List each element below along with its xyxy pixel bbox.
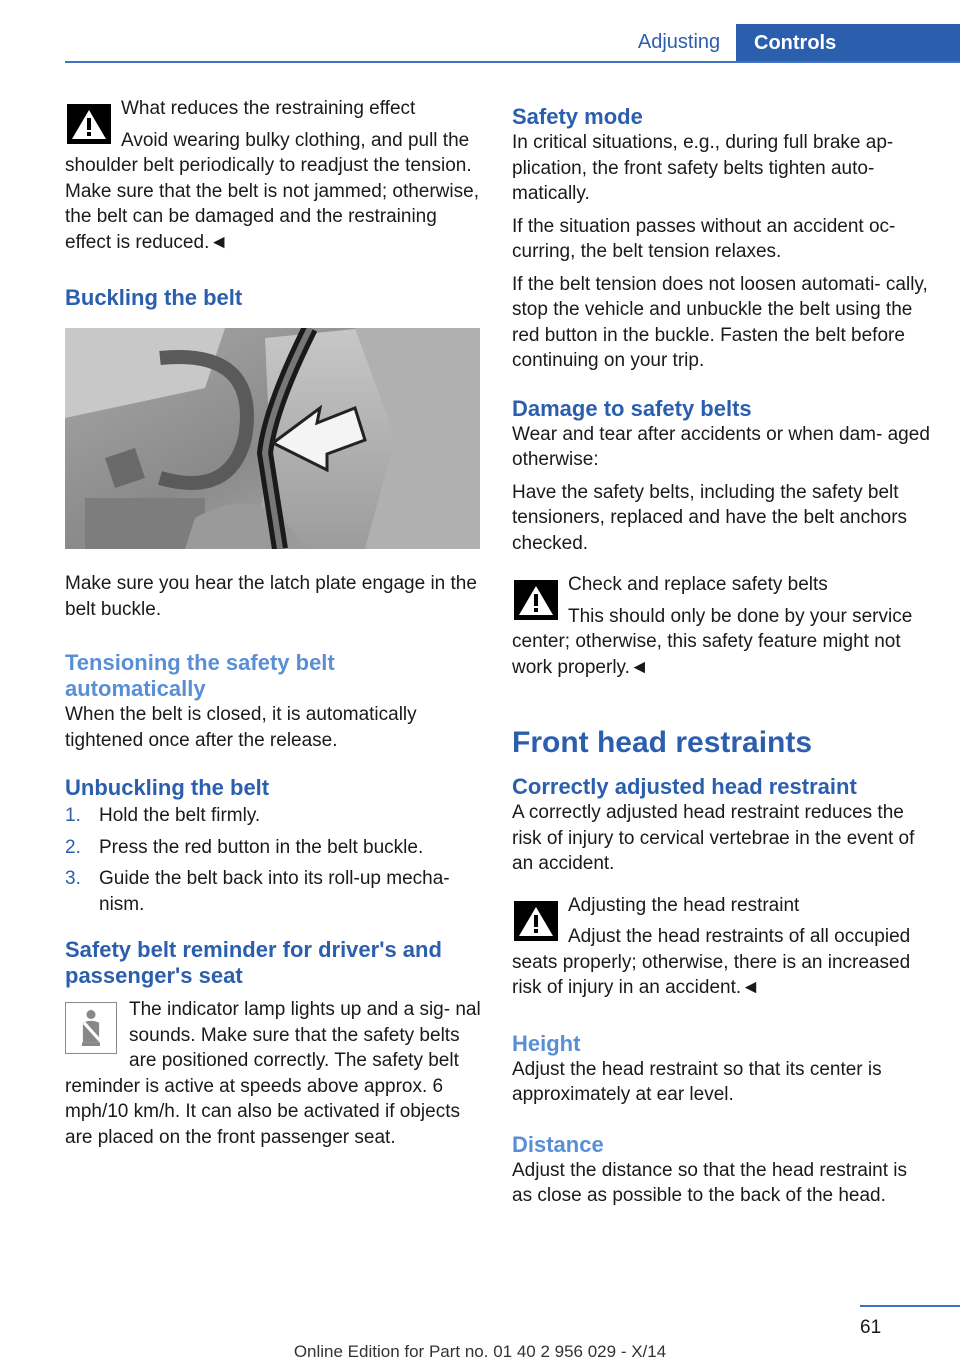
- header-chapter-label: Controls: [754, 32, 837, 54]
- page-number: 61: [860, 1317, 882, 1338]
- header-rule: [65, 61, 960, 63]
- heading-reminder: Safety belt reminder for driver's and passenger's seat: [65, 937, 442, 988]
- list-item: [65, 803, 481, 829]
- warning-text: Avoid wearing bulky clothing, and pull the shoulder belt periodically to readjust the tension. Make sure that the belt is not jammed; otherwise, the belt can be damaged and the restraining effect is reduced.◄: [65, 129, 479, 253]
- heading-distance: Distance: [512, 1131, 604, 1157]
- step-text: Guide the belt back into its roll-up mecha‐ nism.: [99, 868, 450, 915]
- height-text: Adjust the head restraint so that its center is approximately at ear level.: [512, 1058, 882, 1105]
- safety-mode-p3: If the belt tension does not loosen automati‐ cally, stop the vehicle and unbuckle the belt using the red button in the buckle. Fasten the belt before continuing on your trip.: [512, 273, 928, 371]
- heading-unbuckling: Unbuckling the belt: [65, 775, 270, 800]
- reminder-block: [65, 997, 481, 1150]
- damage-p2: Have the safety belts, including the safety belt tensioners, replaced and have the belt anchors checked.: [512, 481, 908, 554]
- warning-text: This should only be done by your service center; otherwise, this safety feature might not work properly.◄: [512, 605, 913, 678]
- left-column: [65, 96, 481, 1157]
- heading-safety-mode: Safety mode: [512, 104, 643, 129]
- step-text: Hold the belt firmly.: [99, 805, 261, 826]
- reminder-text: The indicator lamp lights up and a sig‐ nal sounds. Make sure that the safety belts are positioned correctly. The safety belt reminder is active at speeds above approx. 6 mph/10 km/h. It can also be activated if objects are placed on the front passenger seat.: [65, 999, 481, 1148]
- heading-buckling: Buckling the belt: [65, 285, 243, 310]
- warning-title: Adjusting the head restraint: [568, 894, 800, 916]
- warning-title: Check and replace safety belts: [568, 574, 828, 595]
- distance-text: Adjust the distance so that the head restraint is as close as possible to the back of the head.: [512, 1159, 908, 1206]
- safety-mode-p2: If the situation passes without an accident oc‐ curring, the belt tension relaxes.: [512, 215, 896, 262]
- step-number: 1.: [65, 805, 81, 826]
- unbuckling-steps: [65, 803, 481, 917]
- step-number: 2.: [65, 836, 81, 858]
- heading-damage: Damage to safety belts: [512, 395, 752, 421]
- list-item: [65, 835, 481, 861]
- safety-mode-p1: In critical situations, e.g., during full brake ap‐ plication, the front safety belts tighten auto‐ matically.: [512, 132, 894, 204]
- warning-text: Adjust the head restraints of all occupied seats properly; otherwise, there is an increased risk of injury in an accident.◄: [512, 926, 911, 998]
- header-section-tab[interactable]: Adjusting: [637, 31, 721, 53]
- warning-icon: [514, 580, 558, 620]
- warning-icon: [67, 104, 111, 144]
- tensioning-text: When the belt is closed, it is automatically tightened once after the release.: [65, 704, 417, 751]
- footer-rule: [860, 1305, 960, 1307]
- header-chapter-tab[interactable]: [736, 24, 960, 63]
- heading-tensioning: Tensioning the safety belt automatically: [65, 650, 335, 701]
- warning-icon: [514, 901, 558, 941]
- damage-p1: Wear and tear after accidents or when dam‐ aged otherwise:: [512, 423, 930, 470]
- warning-check-belts: [512, 572, 932, 680]
- buckling-photo: [65, 328, 480, 549]
- heading-height: Height: [512, 1030, 581, 1056]
- seatbelt-reminder-icon: [65, 1002, 117, 1054]
- heading-correctly-adjusted: Correctly adjusted head restraint: [512, 774, 857, 799]
- warning-restraining-effect: [65, 96, 481, 255]
- footer-edition: Online Edition for Part no. 01 40 2 956 029 - X/14: [293, 1342, 667, 1361]
- latch-text: Make sure you hear the latch plate engage in the belt buckle.: [65, 573, 477, 620]
- step-number: 3.: [65, 868, 81, 889]
- list-item: [65, 866, 481, 917]
- correct-text: A correctly adjusted head restraint reduces the risk of injury to cervical vertebrae in the event of an accident.: [512, 802, 915, 874]
- warning-adjusting-head-restraint: [512, 893, 932, 1001]
- warning-title: What reduces the restraining effect: [121, 98, 416, 119]
- step-text: Press the red button in the belt buckle.: [99, 836, 424, 858]
- right-column: [512, 96, 932, 1216]
- heading-front-head-restraints: Front head restraints: [512, 726, 813, 759]
